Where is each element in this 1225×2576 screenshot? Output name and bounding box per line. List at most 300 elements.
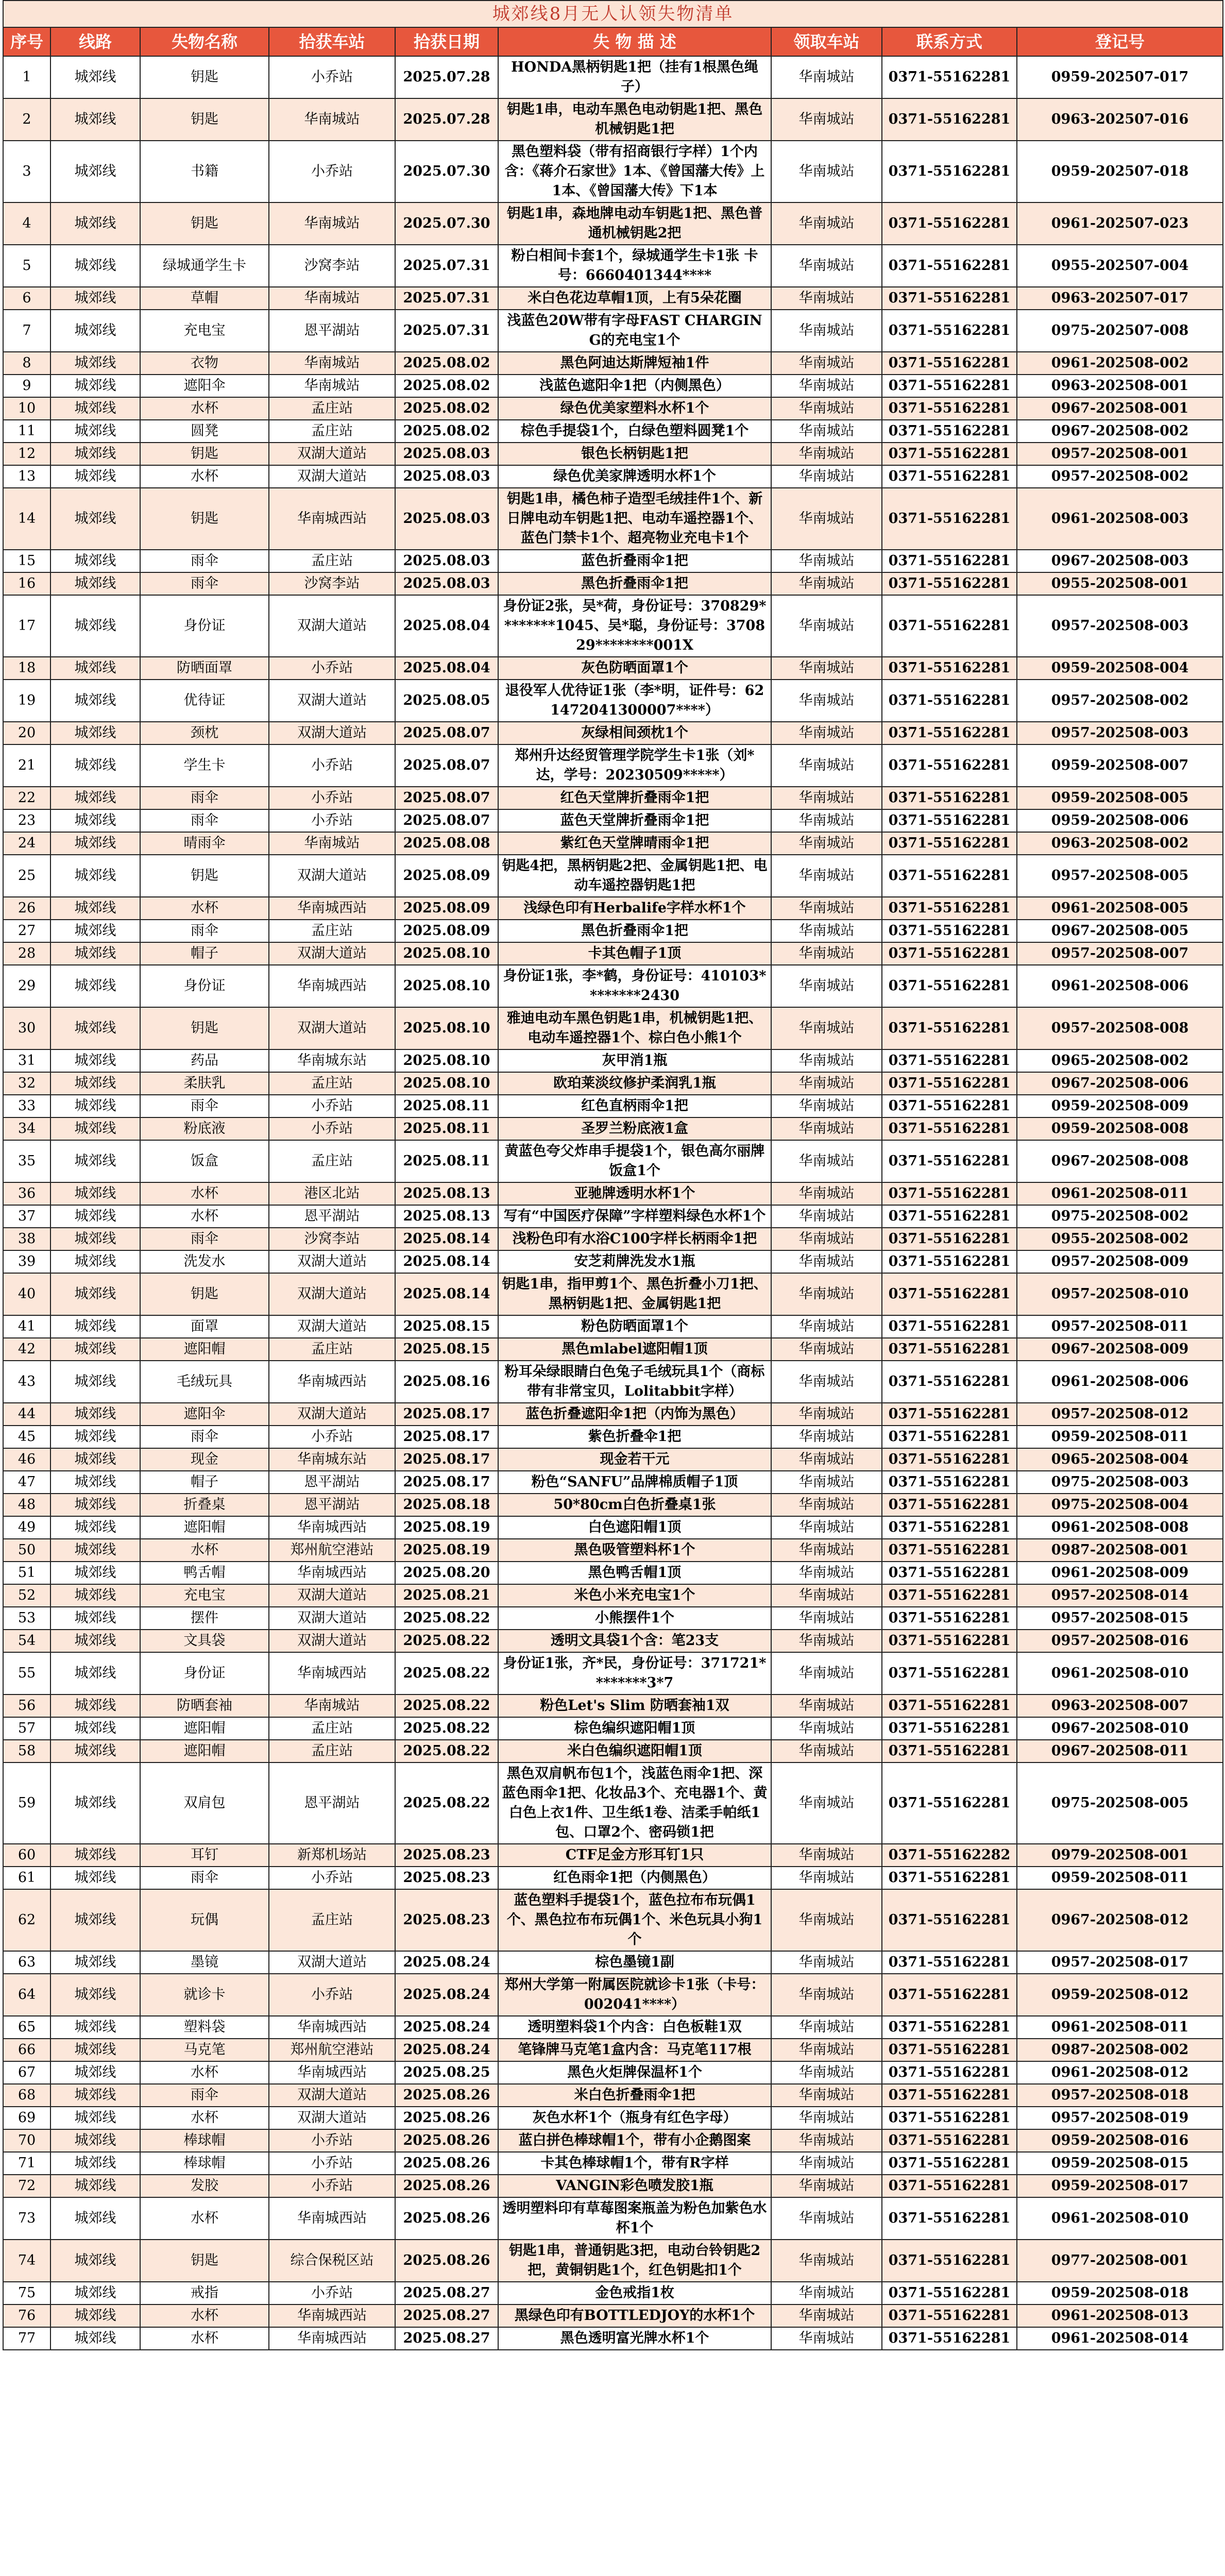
cell-reg-no: 0967-202508-001 bbox=[1017, 397, 1223, 420]
cell-item: 现金 bbox=[140, 1448, 269, 1471]
cell-found-station: 孟庄站 bbox=[269, 1338, 395, 1361]
cell-item: 晴雨伞 bbox=[140, 832, 269, 855]
cell-index: 67 bbox=[3, 2061, 50, 2084]
cell-reg-no: 0957-202508-019 bbox=[1017, 2107, 1223, 2129]
cell-item: 身份证 bbox=[140, 595, 269, 657]
cell-line: 城郊线 bbox=[50, 2327, 140, 2350]
cell-found-station: 小乔站 bbox=[269, 744, 395, 787]
cell-line: 城郊线 bbox=[50, 310, 140, 352]
cell-claim-station: 华南城站 bbox=[771, 855, 882, 897]
cell-found-date: 2025.08.07 bbox=[395, 744, 498, 787]
cell-contact: 0371-55162281 bbox=[882, 2327, 1017, 2350]
cell-reg-no: 0975-202508-003 bbox=[1017, 1471, 1223, 1494]
cell-index: 10 bbox=[3, 397, 50, 420]
cell-claim-station: 华南城站 bbox=[771, 1228, 882, 1250]
cell-index: 57 bbox=[3, 1717, 50, 1740]
cell-contact: 0371-55162281 bbox=[882, 550, 1017, 572]
cell-contact: 0371-55162281 bbox=[882, 722, 1017, 744]
table-row bbox=[3, 1338, 1223, 1361]
cell-found-date: 2025.08.04 bbox=[395, 657, 498, 680]
cell-description: 郑州大学第一附属医院就诊卡1张（卡号：002041****） bbox=[498, 1974, 771, 2016]
cell-found-station: 小乔站 bbox=[269, 787, 395, 809]
cell-contact: 0371-55162281 bbox=[882, 1562, 1017, 1584]
table-row bbox=[3, 2129, 1223, 2152]
cell-line: 城郊线 bbox=[50, 1889, 140, 1951]
cell-claim-station: 华南城站 bbox=[771, 1072, 882, 1095]
cell-contact: 0371-55162281 bbox=[882, 920, 1017, 942]
cell-claim-station: 华南城站 bbox=[771, 1630, 882, 1652]
cell-found-station: 小乔站 bbox=[269, 657, 395, 680]
cell-line: 城郊线 bbox=[50, 1315, 140, 1338]
cell-found-date: 2025.08.02 bbox=[395, 397, 498, 420]
cell-reg-no: 0957-202508-009 bbox=[1017, 1250, 1223, 1273]
cell-line: 城郊线 bbox=[50, 1607, 140, 1630]
cell-description: 灰色水杯1个（瓶身有红色字母） bbox=[498, 2107, 771, 2129]
cell-line: 城郊线 bbox=[50, 920, 140, 942]
cell-found-date: 2025.08.24 bbox=[395, 1951, 498, 1974]
cell-index: 36 bbox=[3, 1182, 50, 1205]
cell-contact: 0371-55162281 bbox=[882, 1338, 1017, 1361]
cell-description: 浅绿色印有Herbalife字样水杯1个 bbox=[498, 897, 771, 920]
cell-claim-station: 华南城站 bbox=[771, 352, 882, 375]
cell-line: 城郊线 bbox=[50, 2175, 140, 2197]
cell-reg-no: 0959-202508-007 bbox=[1017, 744, 1223, 787]
table-row bbox=[3, 1867, 1223, 1889]
cell-found-date: 2025.08.27 bbox=[395, 2304, 498, 2327]
cell-description: 身份证2张，吴*荷，身份证号：370829********1045、吴*聪，身份证号：370829********001X bbox=[498, 595, 771, 657]
cell-claim-station: 华南城站 bbox=[771, 1403, 882, 1426]
cell-description: 透明文具袋1个含：笔23支 bbox=[498, 1630, 771, 1652]
cell-index: 29 bbox=[3, 965, 50, 1007]
cell-found-station: 双湖大道站 bbox=[269, 2084, 395, 2107]
cell-found-station: 双湖大道站 bbox=[269, 595, 395, 657]
cell-contact: 0371-55162281 bbox=[882, 397, 1017, 420]
cell-item: 戒指 bbox=[140, 2282, 269, 2304]
cell-index: 5 bbox=[3, 245, 50, 287]
cell-claim-station: 华南城站 bbox=[771, 2175, 882, 2197]
cell-item: 雨伞 bbox=[140, 920, 269, 942]
cell-claim-station: 华南城站 bbox=[771, 1140, 882, 1182]
table-row bbox=[3, 1844, 1223, 1867]
table-row bbox=[3, 1762, 1223, 1844]
cell-found-date: 2025.08.07 bbox=[395, 809, 498, 832]
cell-line: 城郊线 bbox=[50, 1494, 140, 1516]
table-row bbox=[3, 2152, 1223, 2175]
cell-item: 雨伞 bbox=[140, 1426, 269, 1448]
cell-contact: 0371-55162281 bbox=[882, 942, 1017, 965]
cell-reg-no: 0961-202508-010 bbox=[1017, 1652, 1223, 1694]
col-header-line: 线路 bbox=[50, 27, 140, 56]
cell-item: 水杯 bbox=[140, 1539, 269, 1562]
cell-line: 城郊线 bbox=[50, 1426, 140, 1448]
cell-line: 城郊线 bbox=[50, 2084, 140, 2107]
cell-reg-no: 0957-202508-003 bbox=[1017, 722, 1223, 744]
cell-found-date: 2025.08.26 bbox=[395, 2197, 498, 2240]
cell-item: 墨镜 bbox=[140, 1951, 269, 1974]
table-row bbox=[3, 1562, 1223, 1584]
cell-reg-no: 0957-202508-003 bbox=[1017, 595, 1223, 657]
cell-claim-station: 华南城站 bbox=[771, 397, 882, 420]
cell-index: 61 bbox=[3, 1867, 50, 1889]
cell-item: 学生卡 bbox=[140, 744, 269, 787]
cell-found-date: 2025.08.10 bbox=[395, 965, 498, 1007]
cell-contact: 0371-55162281 bbox=[882, 1494, 1017, 1516]
cell-item: 圆凳 bbox=[140, 420, 269, 443]
cell-found-station: 沙窝李站 bbox=[269, 572, 395, 595]
table-row bbox=[3, 1889, 1223, 1951]
cell-item: 绿城通学生卡 bbox=[140, 245, 269, 287]
cell-index: 6 bbox=[3, 287, 50, 310]
cell-found-station: 华南城站 bbox=[269, 98, 395, 141]
cell-found-date: 2025.07.30 bbox=[395, 202, 498, 245]
cell-line: 城郊线 bbox=[50, 2240, 140, 2282]
cell-description: 钥匙1串，橘色柿子造型毛绒挂件1个、新日牌电动车钥匙1把、电动车遥控器1个、蓝色门禁卡1个、超亮物业充电卡1个 bbox=[498, 488, 771, 550]
cell-found-date: 2025.08.10 bbox=[395, 942, 498, 965]
cell-claim-station: 华南城站 bbox=[771, 595, 882, 657]
table-row bbox=[3, 1049, 1223, 1072]
cell-line: 城郊线 bbox=[50, 1095, 140, 1117]
cell-description: 蓝色塑料手提袋1个，蓝色拉布布玩偶1个、黑色拉布布玩偶1个、米色玩具小狗1个 bbox=[498, 1889, 771, 1951]
cell-found-date: 2025.08.10 bbox=[395, 1007, 498, 1049]
cell-description: 浅蓝色遮阳伞1把（内侧黑色） bbox=[498, 375, 771, 397]
cell-contact: 0371-55162281 bbox=[882, 809, 1017, 832]
cell-item: 雨伞 bbox=[140, 1228, 269, 1250]
cell-reg-no: 0957-202508-016 bbox=[1017, 1630, 1223, 1652]
cell-description: 红色雨伞1把（内侧黑色） bbox=[498, 1867, 771, 1889]
cell-contact: 0371-55162281 bbox=[882, 897, 1017, 920]
cell-reg-no: 0977-202508-001 bbox=[1017, 2240, 1223, 2282]
cell-found-station: 华南城西站 bbox=[269, 1562, 395, 1584]
cell-found-date: 2025.08.22 bbox=[395, 1652, 498, 1694]
cell-line: 城郊线 bbox=[50, 1049, 140, 1072]
cell-description: 黑色吸管塑料杯1个 bbox=[498, 1539, 771, 1562]
cell-description: 写有“中国医疗保障”字样塑料绿色水杯1个 bbox=[498, 1205, 771, 1228]
cell-index: 66 bbox=[3, 2039, 50, 2061]
cell-description: CTF足金方形耳钉1只 bbox=[498, 1844, 771, 1867]
cell-item: 钥匙 bbox=[140, 98, 269, 141]
col-header-contact: 联系方式 bbox=[882, 27, 1017, 56]
cell-item: 充电宝 bbox=[140, 310, 269, 352]
lost-items-table bbox=[3, 0, 1223, 2350]
table-row bbox=[3, 310, 1223, 352]
cell-claim-station: 华南城站 bbox=[771, 56, 882, 98]
table-row bbox=[3, 352, 1223, 375]
cell-line: 城郊线 bbox=[50, 1403, 140, 1426]
cell-description: 黑绿色印有BOTTLEDJOY的水杯1个 bbox=[498, 2304, 771, 2327]
cell-index: 59 bbox=[3, 1762, 50, 1844]
cell-found-station: 双湖大道站 bbox=[269, 722, 395, 744]
cell-line: 城郊线 bbox=[50, 1182, 140, 1205]
cell-found-date: 2025.08.09 bbox=[395, 920, 498, 942]
cell-found-station: 小乔站 bbox=[269, 1117, 395, 1140]
cell-claim-station: 华南城站 bbox=[771, 1516, 882, 1539]
cell-line: 城郊线 bbox=[50, 2304, 140, 2327]
cell-item: 双肩包 bbox=[140, 1762, 269, 1844]
cell-found-station: 小乔站 bbox=[269, 1426, 395, 1448]
cell-index: 55 bbox=[3, 1652, 50, 1694]
cell-line: 城郊线 bbox=[50, 1516, 140, 1539]
cell-contact: 0371-55162281 bbox=[882, 2152, 1017, 2175]
cell-line: 城郊线 bbox=[50, 1694, 140, 1717]
cell-found-date: 2025.08.22 bbox=[395, 1694, 498, 1717]
cell-index: 56 bbox=[3, 1694, 50, 1717]
cell-line: 城郊线 bbox=[50, 1072, 140, 1095]
cell-reg-no: 0979-202508-001 bbox=[1017, 1844, 1223, 1867]
cell-claim-station: 华南城站 bbox=[771, 1974, 882, 2016]
cell-reg-no: 0987-202508-002 bbox=[1017, 2039, 1223, 2061]
table-row bbox=[3, 1652, 1223, 1694]
cell-found-date: 2025.08.14 bbox=[395, 1273, 498, 1315]
cell-line: 城郊线 bbox=[50, 420, 140, 443]
cell-claim-station: 华南城站 bbox=[771, 2061, 882, 2084]
cell-index: 8 bbox=[3, 352, 50, 375]
cell-claim-station: 华南城站 bbox=[771, 141, 882, 202]
cell-found-date: 2025.08.26 bbox=[395, 2152, 498, 2175]
cell-found-date: 2025.08.03 bbox=[395, 465, 498, 488]
cell-found-date: 2025.08.23 bbox=[395, 1889, 498, 1951]
cell-line: 城郊线 bbox=[50, 2061, 140, 2084]
cell-contact: 0371-55162281 bbox=[882, 1072, 1017, 1095]
cell-description: 黑色火炬牌保温杯1个 bbox=[498, 2061, 771, 2084]
table-row bbox=[3, 2282, 1223, 2304]
cell-item: 耳钉 bbox=[140, 1844, 269, 1867]
cell-found-date: 2025.08.26 bbox=[395, 2107, 498, 2129]
cell-found-date: 2025.08.24 bbox=[395, 1974, 498, 2016]
cell-line: 城郊线 bbox=[50, 787, 140, 809]
cell-index: 38 bbox=[3, 1228, 50, 1250]
cell-index: 17 bbox=[3, 595, 50, 657]
cell-description: 圣罗兰粉底液1盒 bbox=[498, 1117, 771, 1140]
cell-claim-station: 华南城站 bbox=[771, 375, 882, 397]
cell-description: 米色小米充电宝1个 bbox=[498, 1584, 771, 1607]
cell-found-station: 华南城西站 bbox=[269, 2327, 395, 2350]
cell-contact: 0371-55162281 bbox=[882, 310, 1017, 352]
cell-reg-no: 0963-202508-002 bbox=[1017, 832, 1223, 855]
cell-description: 浅粉色印有水浴C100字样长柄雨伞1把 bbox=[498, 1228, 771, 1250]
cell-found-date: 2025.08.20 bbox=[395, 1562, 498, 1584]
table-row bbox=[3, 375, 1223, 397]
cell-found-station: 综合保税区站 bbox=[269, 2240, 395, 2282]
cell-item: 钥匙 bbox=[140, 1007, 269, 1049]
cell-found-date: 2025.08.27 bbox=[395, 2282, 498, 2304]
table-row bbox=[3, 2084, 1223, 2107]
cell-found-station: 郑州航空港站 bbox=[269, 1539, 395, 1562]
cell-description: 透明塑料袋1个内含：白色板鞋1双 bbox=[498, 2016, 771, 2039]
cell-claim-station: 华南城站 bbox=[771, 1652, 882, 1694]
cell-found-date: 2025.08.24 bbox=[395, 2039, 498, 2061]
cell-item: 身份证 bbox=[140, 1652, 269, 1694]
cell-item: 粉底液 bbox=[140, 1117, 269, 1140]
col-header-reg-no: 登记号 bbox=[1017, 27, 1223, 56]
cell-reg-no: 0959-202507-017 bbox=[1017, 56, 1223, 98]
cell-contact: 0371-55162281 bbox=[882, 2039, 1017, 2061]
cell-found-station: 恩平湖站 bbox=[269, 1762, 395, 1844]
cell-reg-no: 0957-202508-011 bbox=[1017, 1315, 1223, 1338]
cell-found-station: 双湖大道站 bbox=[269, 1273, 395, 1315]
cell-claim-station: 华南城站 bbox=[771, 1494, 882, 1516]
cell-found-station: 双湖大道站 bbox=[269, 1403, 395, 1426]
cell-index: 24 bbox=[3, 832, 50, 855]
cell-item: 遮阳帽 bbox=[140, 1516, 269, 1539]
cell-description: 紫红色天堂牌晴雨伞1把 bbox=[498, 832, 771, 855]
cell-item: 柔肤乳 bbox=[140, 1072, 269, 1095]
cell-item: 水杯 bbox=[140, 897, 269, 920]
cell-claim-station: 华南城站 bbox=[771, 942, 882, 965]
cell-reg-no: 0961-202508-014 bbox=[1017, 2327, 1223, 2350]
cell-index: 31 bbox=[3, 1049, 50, 1072]
cell-reg-no: 0959-202508-006 bbox=[1017, 809, 1223, 832]
cell-description: 粉色“SANFU”品牌棉质帽子1顶 bbox=[498, 1471, 771, 1494]
cell-claim-station: 华南城站 bbox=[771, 897, 882, 920]
table-row bbox=[3, 465, 1223, 488]
cell-item: 文具袋 bbox=[140, 1630, 269, 1652]
cell-contact: 0371-55162281 bbox=[882, 2304, 1017, 2327]
cell-claim-station: 华南城站 bbox=[771, 1762, 882, 1844]
cell-description: 紫色折叠伞1把 bbox=[498, 1426, 771, 1448]
table-row bbox=[3, 1694, 1223, 1717]
table-row bbox=[3, 1717, 1223, 1740]
cell-claim-station: 华南城站 bbox=[771, 657, 882, 680]
table-row bbox=[3, 98, 1223, 141]
cell-contact: 0371-55162281 bbox=[882, 287, 1017, 310]
cell-description: 透明塑料印有草莓图案瓶盖为粉色加紫色水杯1个 bbox=[498, 2197, 771, 2240]
cell-description: 粉色Let's Slim 防晒套袖1双 bbox=[498, 1694, 771, 1717]
cell-claim-station: 华南城站 bbox=[771, 1867, 882, 1889]
table-row bbox=[3, 1516, 1223, 1539]
cell-reg-no: 0957-202508-015 bbox=[1017, 1607, 1223, 1630]
cell-index: 76 bbox=[3, 2304, 50, 2327]
col-header-item: 失物名称 bbox=[140, 27, 269, 56]
cell-contact: 0371-55162281 bbox=[882, 1095, 1017, 1117]
cell-description: 身份证1张，齐*民，身份证号：371721********3*7 bbox=[498, 1652, 771, 1694]
cell-found-station: 双湖大道站 bbox=[269, 942, 395, 965]
lost-items-sheet bbox=[3, 0, 1222, 2350]
cell-contact: 0371-55162281 bbox=[882, 787, 1017, 809]
cell-reg-no: 0957-202508-018 bbox=[1017, 2084, 1223, 2107]
cell-reg-no: 0957-202508-007 bbox=[1017, 942, 1223, 965]
cell-index: 65 bbox=[3, 2016, 50, 2039]
cell-item: 防晒套袖 bbox=[140, 1694, 269, 1717]
cell-claim-station: 华南城站 bbox=[771, 832, 882, 855]
col-header-claim-station: 领取车站 bbox=[771, 27, 882, 56]
cell-contact: 0371-55162281 bbox=[882, 1740, 1017, 1762]
table-row bbox=[3, 1140, 1223, 1182]
table-row bbox=[3, 1095, 1223, 1117]
cell-found-station: 孟庄站 bbox=[269, 1072, 395, 1095]
cell-found-date: 2025.08.18 bbox=[395, 1494, 498, 1516]
table-row bbox=[3, 2039, 1223, 2061]
cell-reg-no: 0961-202508-008 bbox=[1017, 1516, 1223, 1539]
cell-description: 小熊摆件1个 bbox=[498, 1607, 771, 1630]
table-row bbox=[3, 56, 1223, 98]
cell-found-station: 小乔站 bbox=[269, 56, 395, 98]
cell-contact: 0371-55162281 bbox=[882, 1361, 1017, 1403]
cell-index: 27 bbox=[3, 920, 50, 942]
cell-line: 城郊线 bbox=[50, 352, 140, 375]
table-row bbox=[3, 1273, 1223, 1315]
cell-claim-station: 华南城站 bbox=[771, 2327, 882, 2350]
cell-reg-no: 0957-202508-017 bbox=[1017, 1951, 1223, 1974]
cell-line: 城郊线 bbox=[50, 465, 140, 488]
cell-reg-no: 0965-202508-002 bbox=[1017, 1049, 1223, 1072]
cell-index: 43 bbox=[3, 1361, 50, 1403]
cell-contact: 0371-55162281 bbox=[882, 2282, 1017, 2304]
cell-found-station: 华南城西站 bbox=[269, 2304, 395, 2327]
cell-description: 蓝白拼色棒球帽1个，带有小企鹅图案 bbox=[498, 2129, 771, 2152]
cell-index: 73 bbox=[3, 2197, 50, 2240]
cell-description: 黑色双肩帆布包1个，浅蓝色雨伞1把、深蓝色雨伞1把、化妆品3个、充电器1个、黄白色上衣1件、卫生纸1卷、洁柔手帕纸1包、口罩2个、密码锁1把 bbox=[498, 1762, 771, 1844]
cell-index: 52 bbox=[3, 1584, 50, 1607]
cell-claim-station: 华南城站 bbox=[771, 1273, 882, 1315]
cell-claim-station: 华南城站 bbox=[771, 2039, 882, 2061]
cell-line: 城郊线 bbox=[50, 2039, 140, 2061]
cell-contact: 0371-55162281 bbox=[882, 680, 1017, 722]
cell-index: 49 bbox=[3, 1516, 50, 1539]
cell-line: 城郊线 bbox=[50, 98, 140, 141]
cell-item: 充电宝 bbox=[140, 1584, 269, 1607]
cell-index: 70 bbox=[3, 2129, 50, 2152]
table-body bbox=[3, 56, 1223, 2350]
cell-description: HONDA黑柄钥匙1把（挂有1根黑色绳子） bbox=[498, 56, 771, 98]
cell-description: 粉耳朵绿眼睛白色兔子毛绒玩具1个（商标带有非常宝贝，Lolitabbit字样） bbox=[498, 1361, 771, 1403]
cell-claim-station: 华南城站 bbox=[771, 245, 882, 287]
cell-item: 钥匙 bbox=[140, 202, 269, 245]
cell-item: 防晒面罩 bbox=[140, 657, 269, 680]
cell-reg-no: 0957-202508-001 bbox=[1017, 443, 1223, 465]
cell-item: 钥匙 bbox=[140, 855, 269, 897]
cell-item: 雨伞 bbox=[140, 809, 269, 832]
cell-reg-no: 0967-202508-006 bbox=[1017, 1072, 1223, 1095]
cell-index: 71 bbox=[3, 2152, 50, 2175]
cell-found-date: 2025.08.22 bbox=[395, 1762, 498, 1844]
cell-found-date: 2025.08.26 bbox=[395, 2129, 498, 2152]
cell-found-station: 恩平湖站 bbox=[269, 310, 395, 352]
cell-description: 金色戒指1枚 bbox=[498, 2282, 771, 2304]
cell-item: 草帽 bbox=[140, 287, 269, 310]
cell-reg-no: 0959-202508-008 bbox=[1017, 1117, 1223, 1140]
cell-line: 城郊线 bbox=[50, 2107, 140, 2129]
cell-claim-station: 华南城站 bbox=[771, 2129, 882, 2152]
table-row bbox=[3, 722, 1223, 744]
cell-item: 钥匙 bbox=[140, 1273, 269, 1315]
table-row bbox=[3, 2240, 1223, 2282]
cell-description: 黑色鸭舌帽1顶 bbox=[498, 1562, 771, 1584]
cell-item: 帽子 bbox=[140, 942, 269, 965]
cell-found-station: 华南城东站 bbox=[269, 1448, 395, 1471]
cell-index: 7 bbox=[3, 310, 50, 352]
cell-index: 72 bbox=[3, 2175, 50, 2197]
cell-found-date: 2025.08.11 bbox=[395, 1140, 498, 1182]
cell-found-date: 2025.08.02 bbox=[395, 375, 498, 397]
cell-index: 60 bbox=[3, 1844, 50, 1867]
cell-item: 棒球帽 bbox=[140, 2129, 269, 2152]
cell-description: 郑州升达经贸管理学院学生卡1张（刘*达，学号：20230509*****） bbox=[498, 744, 771, 787]
cell-line: 城郊线 bbox=[50, 744, 140, 787]
cell-item: 发胶 bbox=[140, 2175, 269, 2197]
cell-reg-no: 0975-202508-002 bbox=[1017, 1205, 1223, 1228]
cell-found-date: 2025.08.05 bbox=[395, 680, 498, 722]
cell-reg-no: 0965-202508-004 bbox=[1017, 1448, 1223, 1471]
cell-reg-no: 0959-202508-009 bbox=[1017, 1095, 1223, 1117]
cell-reg-no: 0957-202508-010 bbox=[1017, 1273, 1223, 1315]
cell-description: 身份证1张，李*鹤，身份证号：410103********2430 bbox=[498, 965, 771, 1007]
cell-contact: 0371-55162281 bbox=[882, 2240, 1017, 2282]
cell-found-station: 双湖大道站 bbox=[269, 443, 395, 465]
cell-item: 钥匙 bbox=[140, 56, 269, 98]
cell-found-station: 孟庄站 bbox=[269, 420, 395, 443]
cell-reg-no: 0957-202508-005 bbox=[1017, 855, 1223, 897]
cell-found-station: 双湖大道站 bbox=[269, 465, 395, 488]
